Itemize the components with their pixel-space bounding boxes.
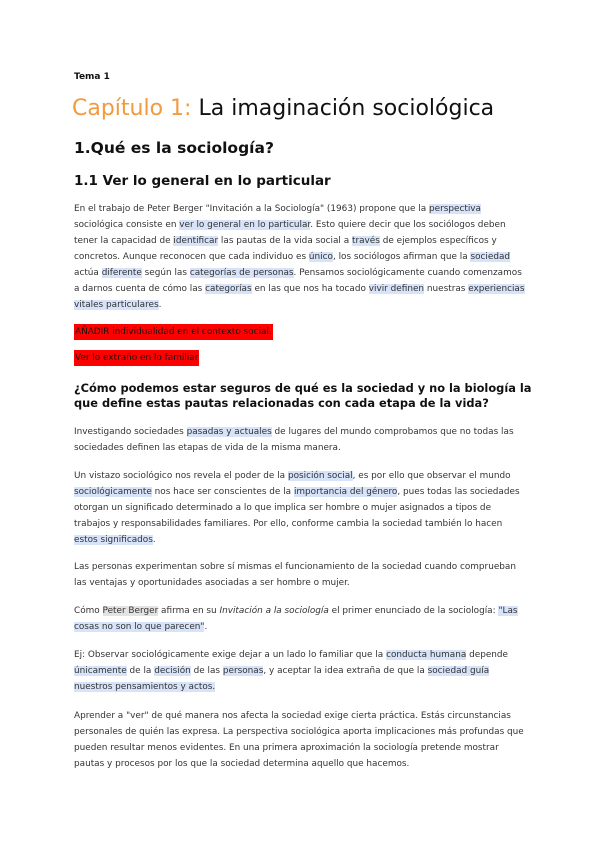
highlight: importancia del género [293, 487, 398, 497]
highlight: personas [222, 666, 264, 676]
question-heading: ¿Cómo podemos estar seguros de qué es la sociedad y no la biología la que define estas pautas relacionadas con cada etapa de la vida? [74, 381, 532, 410]
subsection-heading: 1.1 Ver lo general en lo particular [74, 173, 331, 189]
chapter-name: La imaginación sociológica [198, 96, 495, 121]
highlight: experiencias vitales particulares [74, 284, 525, 310]
highlight: "Las cosas no son lo que parecen" [74, 606, 518, 632]
paragraph-intro: En el trabajo de Peter Berger "Invitación a la Sociología" (1963) propone que la perspectiva sociológica consiste en ver lo general en lo particular. Esto quiere decir que los sociólogos deben tener la capacidad de identificar las pautas de la vida social a través de ejemplos específicos y concretos. Aunque reconocen que cada individuo es único, los sociólogos afirman que la sociedad actúa diferente según las categorías de personas. Pensamos sociológicamente cuando comenzamos a darnos cuenta de cómo las categorías en las que nos ha tocado vivir definen nuestras experiencias vitales particulares. [74, 204, 525, 310]
paragraph-social-position: Un vistazo sociológico nos revela el poder de la posición social, es por ello que observar el mundo sociológicamente nos hace ser conscientes de la importancia del género, pues todas las sociedades otorgan un significado determinado a lo que implica ser hombre o mujer asignados a tipos de trabajos y responsabilidades familiares. Por ello, conforme cambia la sociedad también lo hacen estos significados. [74, 471, 520, 545]
paragraph-societies: Investigando sociedades pasadas y actuales de lugares del mundo comprobamos que no todas las sociedades definen las etapas de vida de la misma manera. [74, 427, 514, 453]
highlight: decisión [154, 666, 191, 676]
section-heading: 1.Qué es la sociología? [74, 139, 274, 157]
highlight: Peter Berger [102, 606, 159, 616]
highlight: posición social [287, 471, 353, 481]
chapter-title [72, 96, 494, 121]
highlight: únicamente [74, 666, 127, 676]
highlight: categorías [205, 284, 252, 294]
highlight: identificar [173, 236, 219, 246]
highlight: único [308, 252, 333, 262]
paragraph-experience: Las personas experimentan sobre sí mismas el funcionamiento de la sociedad cuando comprueban las ventajas y oportunidades asociadas a ser hombre o mujer. [74, 562, 516, 588]
highlight: diferente [101, 268, 142, 278]
highlight: categorías de personas [189, 268, 294, 278]
book-title: Invitación a la sociología [219, 606, 329, 616]
red-note-strange-familiar: Ver lo extraño en lo familiar [74, 350, 526, 366]
highlight: vivir definen [368, 284, 425, 294]
highlight: sociedad guía nuestros pensamientos y actos. [74, 666, 490, 692]
highlight: estos significados [74, 535, 153, 545]
paragraph-learning: Aprender a "ver" de qué manera nos afecta la sociedad exige cierta práctica. Estás circunstancias personales de quién las expresa. La perspectiva sociológica aporta implicaciones más profundas que pueden resultar menos evidentes. En una primera aproximación la sociología pretende mostrar pautas y procesos por los que la sociedad determina aquello que hacemos. [74, 711, 524, 769]
highlight: través [351, 236, 380, 246]
topic-label: Tema 1 [74, 72, 110, 82]
paragraph-example: Ej: Observar sociológicamente exige dejar a un lado lo familiar que la conducta humana depende únicamente de la decisión de las personas, y aceptar la idea extraña de que la sociedad guía nuestros pensamientos y actos. [74, 650, 509, 692]
highlight: ver lo general en lo particular [179, 220, 311, 230]
highlight: perspectiva [429, 204, 481, 214]
paragraph-berger-quote: Cómo Peter Berger afirma en su Invitación a la sociología el primer enunciado de la sociología: "Las cosas no son lo que parecen". [74, 606, 518, 632]
red-note-individuality: AÑADIR individualidad en el contexto social. [74, 324, 526, 340]
highlight: conducta humana [386, 650, 467, 660]
chapter-number: Capítulo 1: [72, 96, 192, 121]
highlight: sociológicamente [74, 487, 152, 497]
highlight: sociedad [470, 252, 511, 262]
highlight: pasadas y actuales [186, 427, 272, 437]
